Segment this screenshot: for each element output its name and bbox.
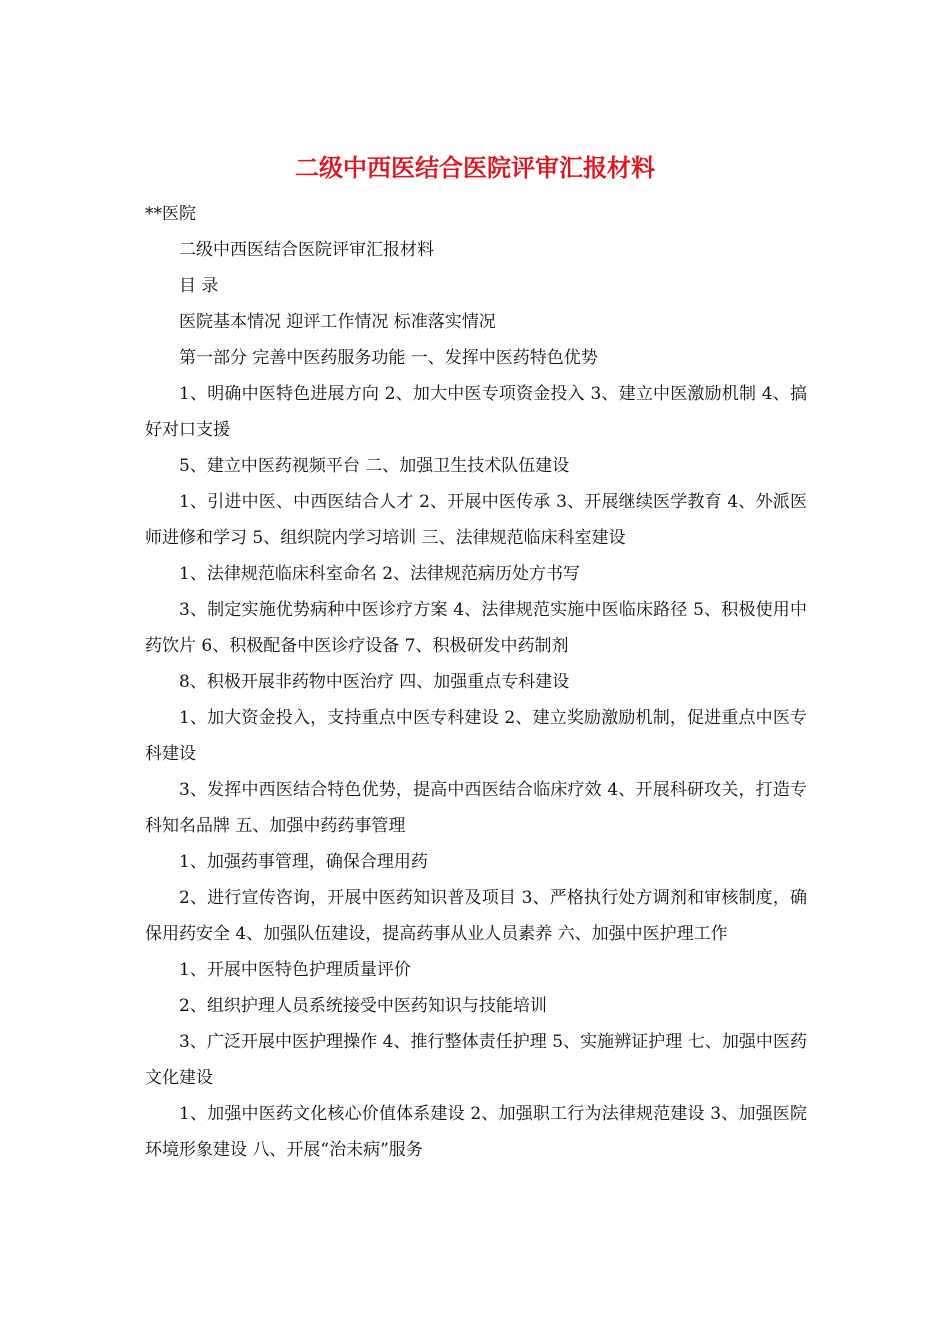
paragraph: 8、积极开展非药物中医治疗 四、加强重点专科建设 xyxy=(179,672,570,692)
paragraph: 3、发挥中西医结合特色优势，提高中西医结合临床疗效 4、开展科研攻关，打造专科知名品牌 五、加强中药药事管理 xyxy=(145,780,807,836)
paragraph: 第一部分 完善中医药服务功能 一、发挥中医药特色优势 xyxy=(179,348,598,368)
paragraph: 1、法律规范临床科室命名 2、法律规范病历处方书写 xyxy=(179,564,581,584)
paragraph: 5、建立中医药视频平台 二、加强卫生技术队伍建设 xyxy=(179,456,570,476)
paragraph: 3、制定实施优势病种中医诊疗方案 4、法律规范实施中医临床路径 5、积极使用中药饮片 6、积极配备中医诊疗设备 7、积极研发中药制剂 xyxy=(145,600,807,656)
paragraph: 1、明确中医特色进展方向 2、加大中医专项资金投入 3、建立中医激励机制 4、搞好对口支援 xyxy=(145,384,807,440)
paragraph: **医院 xyxy=(145,204,196,224)
paragraph: 3、广泛开展中医护理操作 4、推行整体责任护理 5、实施辨证护理 七、加强中医药文化建设 xyxy=(145,1032,807,1088)
paragraph: 1、引进中医、中西医结合人才 2、开展中医传承 3、开展继续医学教育 4、外派医师进修和学习 5、组织院内学习培训 三、法律规范临床科室建设 xyxy=(145,492,807,548)
paragraph: 1、加强药事管理，确保合理用药 xyxy=(179,852,428,872)
paragraph: 医院基本情况 迎评工作情况 标准落实情况 xyxy=(179,312,496,332)
paragraph: 2、进行宣传咨询，开展中医药知识普及项目 3、严格执行处方调剂和审核制度，确保用药安全 4、加强队伍建设，提高药事从业人员素养 六、加强中医护理工作 xyxy=(145,888,807,944)
paragraph: 目 录 xyxy=(179,276,219,296)
paragraph: 1、加大资金投入，支持重点中医专科建设 2、建立奖励激励机制，促进重点中医专科建设 xyxy=(145,708,807,764)
paragraph: 1、加强中医药文化核心价值体系建设 2、加强职工行为法律规范建设 3、加强医院环境形象建设 八、开展“治未病”服务 xyxy=(145,1104,807,1160)
paragraph: 二级中西医结合医院评审汇报材料 xyxy=(179,240,434,260)
document-title: 二级中西医结合医院评审汇报材料 xyxy=(295,153,655,182)
paragraph: 1、开展中医特色护理质量评价 xyxy=(179,960,411,980)
document-body xyxy=(145,196,807,1168)
paragraph: 2、组织护理人员系统接受中医药知识与技能培训 xyxy=(179,996,547,1016)
